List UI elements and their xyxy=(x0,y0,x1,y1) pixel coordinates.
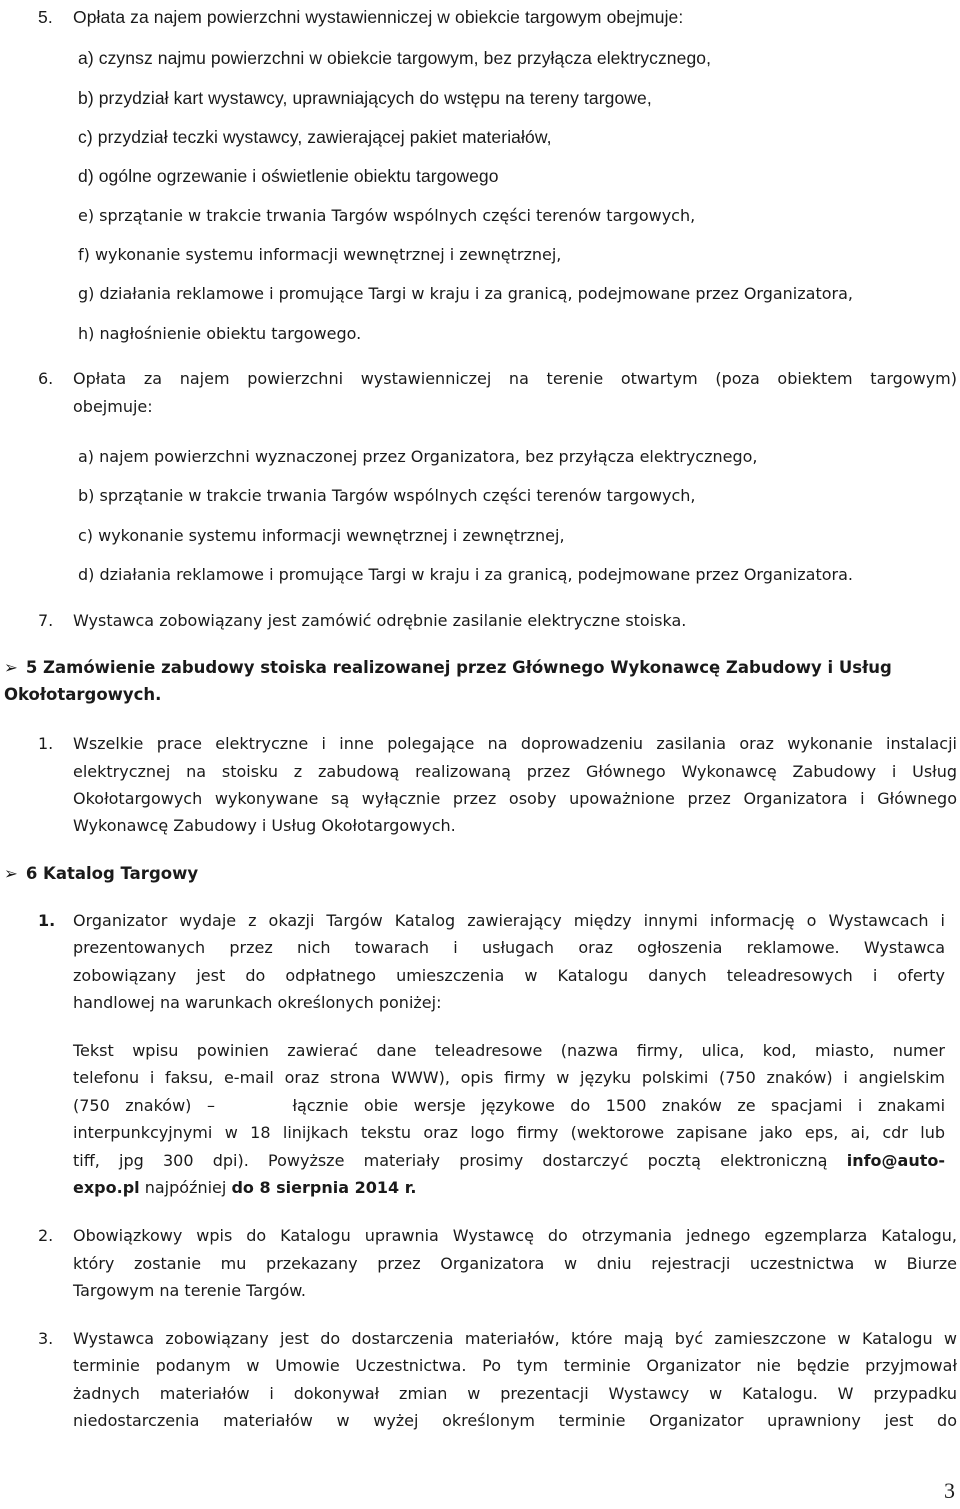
text-span: tiff, jpg 300 dpi). Powyższe materiały prosimy dostarczyć pocztą elektroniczną xyxy=(73,1151,828,1170)
text-span: najpóźniej xyxy=(144,1178,227,1197)
paragraph-line: który zostanie mu przekazany przez Organizatora w dniu rejestracji uczestnictwa w Biurze xyxy=(73,1254,957,1273)
text-span: łącznie obie wersje językowe do 1500 znaków ze spacjami i znakami xyxy=(292,1096,946,1115)
text-span: (750 znaków) xyxy=(73,1096,192,1115)
paragraph-line: Wystawca zobowiązany jest do dostarczenia materiałów, które mają być zamieszczone w Katalogu w xyxy=(73,1329,957,1348)
item-number: 2. xyxy=(38,1226,54,1245)
paragraph-line xyxy=(73,1178,416,1198)
paragraph-line: elektrycznej na stoisku z zabudową realizowaną przez Głównego Wykonawcę Zabudowy i Usług xyxy=(73,762,957,781)
paragraph-line xyxy=(73,1096,945,1116)
paragraph-line: Organizator wydaje z okazji Targów Katalog zawierający między innymi informację o Wystawcach i xyxy=(73,911,945,930)
list-item: b) sprzątanie w trakcie trwania Targów wspólnych części terenów targowych, xyxy=(78,486,696,505)
paragraph-line xyxy=(73,1151,945,1171)
paragraph-line: interpunkcyjnymi w 18 linijkach tekstu oraz logo firmy (wektorowe zapisane jako eps, ai, cdr lub xyxy=(73,1123,945,1142)
list-item: b) przydział kart wystawcy, uprawniających do wstępu na tereny targowe, xyxy=(78,88,652,108)
paragraph-line: telefonu i faksu, e-mail oraz strona WWW), opis firmy w języku polskimi (750 znaków) i angielskim xyxy=(73,1068,945,1087)
paragraph-line: Opłata za najem powierzchni wystawienniczej w obiekcie targowym obejmuje: xyxy=(73,7,684,27)
paragraph-line: Targowym na terenie Targów. xyxy=(73,1281,307,1300)
list-item: d) ogólne ogrzewanie i oświetlenie obiektu targowego xyxy=(78,166,499,186)
list-item: f) wykonanie systemu informacji wewnętrznej i zewnętrznej, xyxy=(78,245,562,264)
list-item: d) działania reklamowe i promujące Targi w kraju i za granicą, podejmowane przez Organizatora. xyxy=(78,565,853,584)
list-item: e) sprzątanie w trakcie trwania Targów wspólnych części terenów targowych, xyxy=(78,206,696,225)
email-link[interactable]: info@auto- xyxy=(846,1151,946,1170)
item-number: 1. xyxy=(38,911,56,930)
paragraph-line: prezentowanych przez nich towarach i usługach oraz ogłoszenia reklamowe. Wystawca xyxy=(73,938,945,957)
section-heading xyxy=(4,863,198,885)
paragraph-line: Wszelkie prace elektryczne i inne polegające na doprowadzeniu zasilania oraz wykonanie instalacji xyxy=(73,734,957,753)
heading-text: 6 Katalog Targowy xyxy=(25,864,199,883)
heading-text: 5 Zamówienie zabudowy stoiska realizowanej przez Głównego Wykonawcę Zabudowy i Usług xyxy=(25,658,892,677)
email-link-continued[interactable]: expo.pl xyxy=(73,1178,140,1197)
paragraph-line: Tekst wpisu powinien zawierać dane teleadresowe (nazwa firmy, ulica, kod, miasto, numer xyxy=(73,1041,945,1060)
paragraph-line: Okołotargowych wykonywane są wyłącznie przez osoby upoważnione przez Organizatora i Głównego xyxy=(73,789,957,808)
item-number: 1. xyxy=(38,734,54,753)
paragraph-line: Wykonawcę Zabudowy i Usług Okołotargowych. xyxy=(73,816,456,835)
list-item: c) wykonanie systemu informacji wewnętrznej i zewnętrznej, xyxy=(78,526,565,545)
arrow-bullet-icon: ➢ xyxy=(4,658,18,677)
paragraph-line: Opłata za najem powierzchni wystawienniczej na terenie otwartym (poza obiektem targowym) xyxy=(73,369,957,388)
paragraph-line: niedostarczenia materiałów w wyżej określonym terminie Organizator uprawniony jest do xyxy=(73,1411,957,1430)
paragraph-line: terminie podanym w Umowie Uczestnictwa. Po tym terminie Organizator nie będzie przyjmował xyxy=(73,1356,957,1375)
item-number: 7. xyxy=(38,611,54,630)
item-number: 5. xyxy=(38,7,53,27)
list-item: g) działania reklamowe i promujące Targi w kraju i za granicą, podejmowane przez Organizatora, xyxy=(78,284,853,303)
paragraph-line: żadnych materiałów i dokonywał zmian w prezentacji Wystawcy w Katalogu. W przypadku xyxy=(73,1384,957,1403)
list-item: a) czynsz najmu powierzchni w obiekcie targowym, bez przyłącza elektrycznego, xyxy=(78,48,712,68)
dash: – xyxy=(206,1096,215,1115)
paragraph-line: handlowej na warunkach określonych poniżej: xyxy=(73,993,442,1012)
list-item: h) nagłośnienie obiektu targowego. xyxy=(78,324,362,343)
section-heading xyxy=(4,657,958,679)
page-number: 3 xyxy=(944,1478,955,1503)
arrow-bullet-icon: ➢ xyxy=(4,864,18,883)
item-number: 6. xyxy=(38,369,54,388)
list-item: a) najem powierzchni wyznaczonej przez Organizatora, bez przyłącza elektrycznego, xyxy=(78,447,758,466)
paragraph-line: Wystawca zobowiązany jest zamówić odrębnie zasilanie elektryczne stoiska. xyxy=(73,611,687,630)
item-number: 3. xyxy=(38,1329,54,1348)
paragraph-line: obejmuje: xyxy=(73,397,153,416)
heading-text-continued: Okołotargowych. xyxy=(4,685,162,704)
deadline-text: do 8 sierpnia 2014 r. xyxy=(231,1178,417,1197)
paragraph-line: zobowiązany jest do odpłatnego umieszczenia w Katalogu danych teleadresowych i oferty xyxy=(73,966,945,985)
paragraph-line: Obowiązkowy wpis do Katalogu uprawnia Wystawcę do otrzymania jednego egzemplarza Katalogu, xyxy=(73,1226,957,1245)
list-item: c) przydział teczki wystawcy, zawierającej pakiet materiałów, xyxy=(78,127,552,147)
